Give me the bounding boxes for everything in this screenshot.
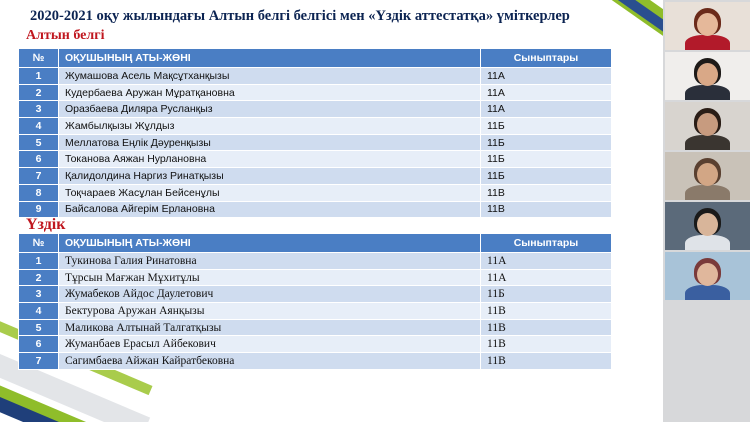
row-number: 5: [19, 134, 59, 151]
student-name: Бектурова Аружан Аянқызы: [59, 303, 481, 320]
table-row: [19, 336, 612, 353]
student-name: Меллатова Еңлік Дәуренқызы: [59, 134, 481, 151]
student-name: Жумашова Асель Мақсұтханқызы: [59, 68, 481, 85]
row-number: 2: [19, 269, 59, 286]
excellent-candidates-table: [18, 233, 612, 370]
table-row: [19, 353, 612, 370]
student-name: Байсалова Айгерім Ерлановна: [59, 201, 481, 218]
person-face: [697, 163, 718, 186]
class-cell: 11В: [481, 319, 612, 336]
participant-video-tile[interactable]: [665, 2, 750, 50]
row-number: 1: [19, 253, 59, 270]
student-name: Кудербаева Аружан Мұратқановна: [59, 84, 481, 101]
column-header-class: Сыныптары: [481, 234, 612, 253]
person-face: [697, 13, 718, 36]
class-cell: 11Б: [481, 286, 612, 303]
gold-section-heading: Алтын белгі: [26, 28, 105, 43]
participants-panel: [663, 0, 750, 422]
table-row: [19, 201, 612, 218]
class-cell: 11В: [481, 336, 612, 353]
table-row: [19, 84, 612, 101]
row-number: 2: [19, 84, 59, 101]
class-cell: 11В: [481, 303, 612, 320]
row-number: 6: [19, 336, 59, 353]
student-name: Маликова Алтынай Талгатқызы: [59, 319, 481, 336]
class-cell: 11В: [481, 353, 612, 370]
student-name: Қалидолдина Наргиз Ринатқызы: [59, 168, 481, 185]
person-face: [697, 63, 718, 86]
person-face: [697, 113, 718, 136]
table-row: [19, 151, 612, 168]
row-number: 5: [19, 319, 59, 336]
class-cell: 11В: [481, 201, 612, 218]
student-name: Токанова Аяжан Нурлановна: [59, 151, 481, 168]
class-cell: 11А: [481, 101, 612, 118]
person-torso: [685, 35, 730, 50]
row-number: 3: [19, 101, 59, 118]
class-cell: 11А: [481, 269, 612, 286]
table-header-row: [19, 49, 612, 68]
student-name: Тұрсын Мағжан Мұхитұлы: [59, 269, 481, 286]
student-name: Жумабеков Айдос Даулетович: [59, 286, 481, 303]
table-row: [19, 134, 612, 151]
student-name: Оразбаева Диляра Русланқыз: [59, 101, 481, 118]
column-header-class: Сыныптары: [481, 49, 612, 68]
table-row: [19, 303, 612, 320]
table-row: [19, 253, 612, 270]
student-name: Сагимбаева Айжан Кайратбековна: [59, 353, 481, 370]
participant-video-tile[interactable]: [665, 152, 750, 200]
participant-video-tile[interactable]: [665, 202, 750, 250]
class-cell: 11Б: [481, 168, 612, 185]
row-number: 8: [19, 184, 59, 201]
class-cell: 11А: [481, 68, 612, 85]
column-header-number: №: [19, 234, 59, 253]
table-header-row: [19, 234, 612, 253]
person-torso: [685, 85, 730, 100]
column-header-name: ОҚУШЫНЫҢ АТЫ-ЖӨНІ: [59, 49, 481, 68]
class-cell: 11А: [481, 84, 612, 101]
student-name: Жамбылқызы Жұлдыз: [59, 118, 481, 135]
student-name: Тоқчараев Жасұлан Бейсенұлы: [59, 184, 481, 201]
excellent-section-heading: Үздік: [26, 216, 66, 233]
row-number: 7: [19, 353, 59, 370]
person-torso: [685, 185, 730, 200]
row-number: 1: [19, 68, 59, 85]
row-number: 6: [19, 151, 59, 168]
person-torso: [685, 285, 730, 300]
table-row: [19, 319, 612, 336]
participant-video-tile[interactable]: [665, 252, 750, 300]
table-row: [19, 68, 612, 85]
row-number: 7: [19, 168, 59, 185]
class-cell: 11А: [481, 253, 612, 270]
gold-candidates-table: [18, 48, 612, 218]
row-number: 3: [19, 286, 59, 303]
table-row: [19, 184, 612, 201]
column-header-name: ОҚУШЫНЫҢ АТЫ-ЖӨНІ: [59, 234, 481, 253]
person-torso: [685, 235, 730, 250]
student-name: Тукинова Галия Ринатовна: [59, 253, 481, 270]
participant-video-tile[interactable]: [665, 52, 750, 100]
table-row: [19, 101, 612, 118]
table-row: [19, 168, 612, 185]
table-row: [19, 286, 612, 303]
person-torso: [685, 135, 730, 150]
class-cell: 11Б: [481, 151, 612, 168]
class-cell: 11В: [481, 184, 612, 201]
person-face: [697, 213, 718, 236]
table-row: [19, 269, 612, 286]
class-cell: 11Б: [481, 134, 612, 151]
row-number: 4: [19, 118, 59, 135]
column-header-number: №: [19, 49, 59, 68]
slide-title: 2020-2021 оқу жылындағы Алтын белгі белгісі мен «Үздік аттестатқа» үміткерлер: [30, 8, 570, 24]
participant-video-tile[interactable]: [665, 102, 750, 150]
student-name: Жуманбаев Ерасыл Айбекович: [59, 336, 481, 353]
row-number: 9: [19, 201, 59, 218]
row-number: 4: [19, 303, 59, 320]
person-face: [697, 263, 718, 286]
class-cell: 11Б: [481, 118, 612, 135]
table-row: [19, 118, 612, 135]
